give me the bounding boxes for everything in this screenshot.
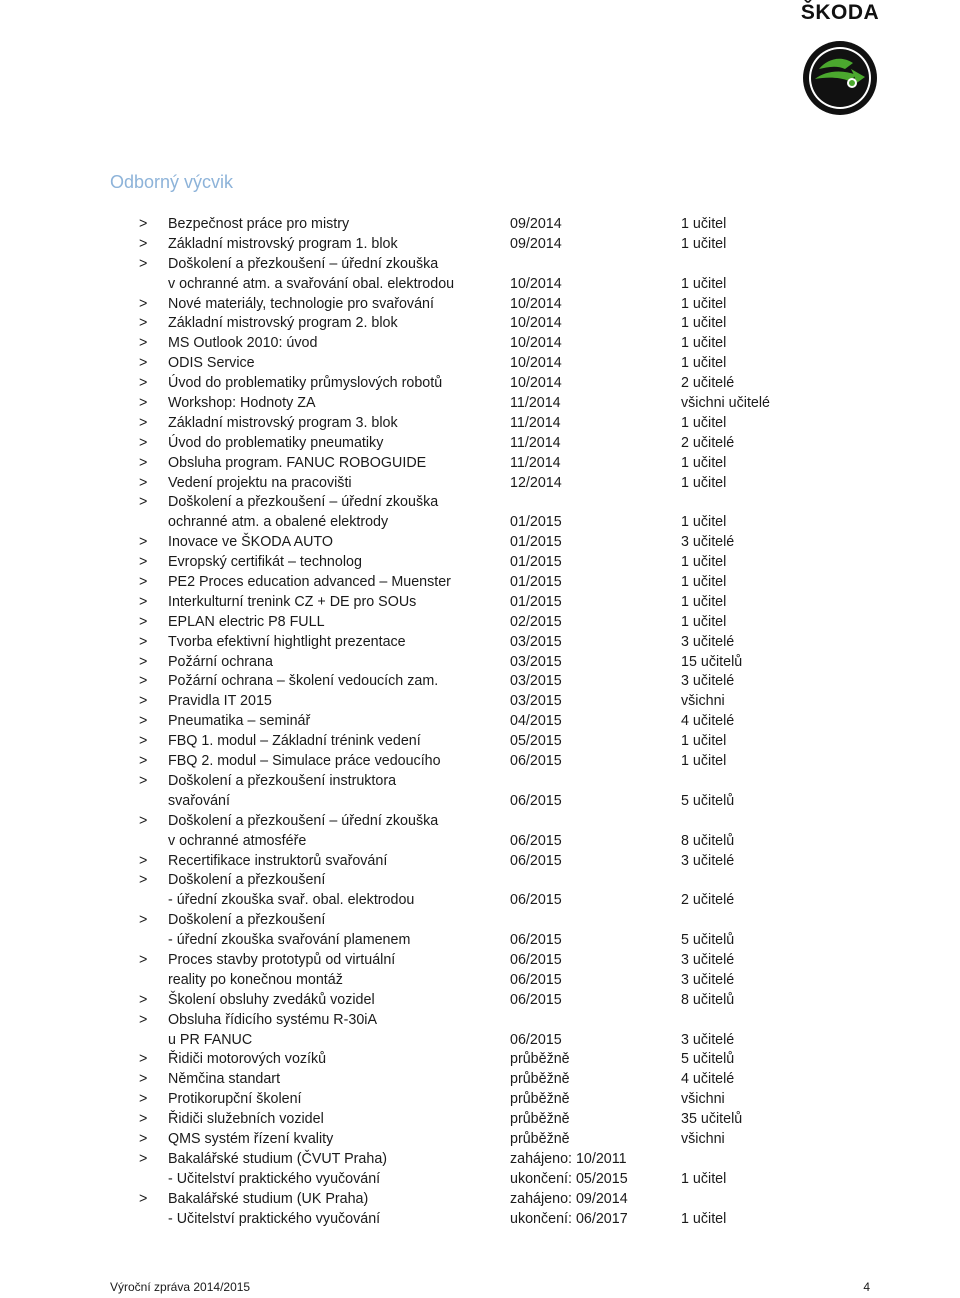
training-name: MS Outlook 2010: úvod <box>168 335 318 352</box>
footer-title: Výroční zpráva 2014/2015 <box>110 1280 251 1294</box>
training-date: 06/2015 <box>510 892 562 909</box>
training-row <box>139 1170 939 1190</box>
training-row <box>139 235 939 255</box>
training-name: Řidiči motorových vozíků <box>168 1051 327 1068</box>
training-row <box>139 374 939 394</box>
row-bullet: > <box>139 653 148 670</box>
training-row <box>139 454 939 474</box>
row-bullet: > <box>139 295 148 312</box>
training-participants: 1 učitel <box>681 1210 727 1227</box>
training-date: zahájeno: 09/2014 <box>510 1190 628 1207</box>
training-row <box>139 911 939 931</box>
training-name: u PR FANUC <box>168 1031 253 1048</box>
training-row <box>139 712 939 732</box>
training-name: Nové materiály, technologie pro svařování <box>168 295 434 312</box>
training-date: 06/2015 <box>510 971 562 988</box>
training-name: Doškolení a přezkoušení – úřední zkouška <box>168 494 439 511</box>
training-name: Tvorba efektivní hightlight prezentace <box>168 633 406 650</box>
training-date: 11/2014 <box>510 414 561 431</box>
training-name: - úřední zkouška svař. obal. elektrodou <box>168 892 415 909</box>
training-row <box>139 832 939 852</box>
training-name: Doškolení a přezkoušení <box>168 872 326 889</box>
training-row <box>139 474 939 494</box>
training-name: Bakalářské studium (UK Praha) <box>168 1190 369 1207</box>
training-date: průběžně <box>510 1130 570 1147</box>
training-row <box>139 971 939 991</box>
training-name: Základní mistrovský program 3. blok <box>168 414 398 431</box>
training-row <box>139 1031 939 1051</box>
training-name: Požární ochrana – školení vedoucích zam. <box>168 673 439 690</box>
training-name: svařování <box>168 792 230 809</box>
training-name: FBQ 2. modul – Simulace práce vedoucího <box>168 753 441 770</box>
training-date: 04/2015 <box>510 713 562 730</box>
training-row <box>139 633 939 653</box>
training-participants: všichni <box>681 693 725 710</box>
training-date: průběžně <box>510 1111 570 1128</box>
training-row <box>139 1190 939 1210</box>
training-row <box>139 573 939 593</box>
training-participants: 2 učitelé <box>681 375 735 392</box>
training-participants: 4 učitelé <box>681 1071 735 1088</box>
row-bullet: > <box>139 633 148 650</box>
row-bullet: > <box>139 1150 148 1167</box>
training-date: 10/2014 <box>510 295 562 312</box>
training-row <box>139 1011 939 1031</box>
training-participants: 1 učitel <box>681 593 727 610</box>
training-row <box>139 931 939 951</box>
training-participants: 3 učitelé <box>681 971 735 988</box>
training-participants: 3 učitelé <box>681 951 735 968</box>
row-bullet: > <box>139 574 148 591</box>
training-participants: 1 učitel <box>681 235 727 252</box>
training-date: 11/2014 <box>510 434 561 451</box>
row-bullet: > <box>139 414 148 431</box>
row-bullet: > <box>139 534 148 551</box>
training-name: Požární ochrana <box>168 653 273 670</box>
training-row <box>139 295 939 315</box>
training-date: 01/2015 <box>510 593 562 610</box>
training-date: 01/2015 <box>510 574 562 591</box>
training-row <box>139 951 939 971</box>
section-title: Odborný výcvik <box>110 172 234 192</box>
training-name: Evropský certifikát – technolog <box>168 554 362 571</box>
row-bullet: > <box>139 733 148 750</box>
training-participants: všichni <box>681 1130 725 1147</box>
training-date: 06/2015 <box>510 1031 562 1048</box>
training-date: 06/2015 <box>510 753 562 770</box>
row-bullet: > <box>139 494 148 511</box>
training-name: - Učitelství praktického vyučování <box>168 1210 381 1227</box>
training-participants: 1 učitel <box>681 753 727 770</box>
training-participants: 1 učitel <box>681 454 727 471</box>
row-bullet: > <box>139 375 148 392</box>
training-row <box>139 334 939 354</box>
row-bullet: > <box>139 872 148 889</box>
row-bullet: > <box>139 613 148 630</box>
training-name: Základní mistrovský program 2. blok <box>168 315 398 332</box>
row-bullet: > <box>139 951 148 968</box>
training-date: 03/2015 <box>510 673 562 690</box>
training-name: EPLAN electric P8 FULL <box>168 613 325 630</box>
training-list <box>139 215 939 1229</box>
row-bullet: > <box>139 593 148 610</box>
training-date: 01/2015 <box>510 514 562 531</box>
row-bullet: > <box>139 216 148 232</box>
training-row <box>139 653 939 673</box>
training-row <box>139 1130 939 1150</box>
training-name: FBQ 1. modul – Základní trénink vedení <box>168 733 421 750</box>
row-bullet: > <box>139 753 148 770</box>
training-date: ukončení: 05/2015 <box>510 1170 628 1187</box>
row-bullet: > <box>139 1190 148 1207</box>
training-row <box>139 275 939 295</box>
training-participants: 8 učitelů <box>681 832 735 849</box>
training-row <box>139 354 939 374</box>
training-row <box>139 812 939 832</box>
training-name: Úvod do problematiky průmyslových robotů <box>168 375 443 392</box>
training-row <box>139 871 939 891</box>
training-name: Bezpečnost práce pro mistry <box>168 216 350 232</box>
skoda-winged-arrow-logo-icon <box>801 39 879 117</box>
training-date: 10/2014 <box>510 275 562 292</box>
training-date: 06/2015 <box>510 852 562 869</box>
training-name: Workshop: Hodnoty ZA <box>168 395 316 412</box>
training-date: 09/2014 <box>510 235 562 252</box>
training-participants: 5 učitelů <box>681 792 735 809</box>
training-participants: 35 učitelů <box>681 1111 743 1128</box>
training-name: QMS systém řízení kvality <box>168 1130 334 1147</box>
training-row <box>139 434 939 454</box>
training-row <box>139 891 939 911</box>
training-row <box>139 255 939 275</box>
row-bullet: > <box>139 991 148 1008</box>
row-bullet: > <box>139 1091 148 1108</box>
training-participants: 1 učitel <box>681 733 727 750</box>
training-row <box>139 692 939 712</box>
training-date: 10/2014 <box>510 315 562 332</box>
training-row <box>139 394 939 414</box>
training-name: Obsluha program. FANUC ROBOGUIDE <box>168 454 427 471</box>
training-name: ODIS Service <box>168 355 255 372</box>
page-footer <box>110 1280 870 1294</box>
training-participants: 1 učitel <box>681 295 727 312</box>
training-date: 11/2014 <box>510 454 561 471</box>
training-date: 11/2014 <box>510 395 561 412</box>
row-bullet: > <box>139 474 148 491</box>
training-name: Doškolení a přezkoušení instruktora <box>168 772 397 789</box>
row-bullet: > <box>139 1071 148 1088</box>
training-participants: 1 učitel <box>681 414 727 431</box>
training-name: - úřední zkouška svařování plamenem <box>168 932 411 949</box>
row-bullet: > <box>139 1011 148 1028</box>
training-participants: 1 učitel <box>681 335 727 352</box>
training-name: Němčina standart <box>168 1071 281 1088</box>
training-name: Vedení projektu na pracovišti <box>168 474 352 491</box>
training-date: průběžně <box>510 1051 570 1068</box>
training-participants: 3 učitelé <box>681 673 735 690</box>
training-row <box>139 1050 939 1070</box>
training-name: Pneumatika – seminář <box>168 713 311 730</box>
training-row <box>139 1090 939 1110</box>
training-name: Úvod do problematiky pneumatiky <box>168 434 384 451</box>
training-date: 06/2015 <box>510 792 562 809</box>
brand-wordmark: ŠKODA <box>800 1 880 24</box>
training-participants: 8 učitelů <box>681 991 735 1008</box>
row-bullet: > <box>139 772 148 789</box>
training-date: průběžně <box>510 1091 570 1108</box>
training-participants: 3 učitelé <box>681 852 735 869</box>
training-participants: 1 učitel <box>681 315 727 332</box>
training-row <box>139 672 939 692</box>
training-row <box>139 991 939 1011</box>
training-date: 12/2014 <box>510 474 562 491</box>
training-row <box>139 792 939 812</box>
training-date: 01/2015 <box>510 534 562 551</box>
training-date: ukončení: 06/2017 <box>510 1210 628 1227</box>
training-participants: 5 učitelů <box>681 932 735 949</box>
training-row <box>139 752 939 772</box>
row-bullet: > <box>139 315 148 332</box>
row-bullet: > <box>139 912 148 929</box>
training-name: - Učitelství praktického vyučování <box>168 1170 381 1187</box>
training-name: v ochranné atmosféře <box>168 832 307 849</box>
training-date: 01/2015 <box>510 554 562 571</box>
training-participants: 1 učitel <box>681 514 727 531</box>
row-bullet: > <box>139 812 148 829</box>
training-row <box>139 613 939 633</box>
row-bullet: > <box>139 1051 148 1068</box>
row-bullet: > <box>139 335 148 352</box>
row-bullet: > <box>139 713 148 730</box>
training-row <box>139 553 939 573</box>
training-participants: 4 učitelé <box>681 713 735 730</box>
row-bullet: > <box>139 355 148 372</box>
page-number: 4 <box>863 1280 870 1294</box>
training-row <box>139 852 939 872</box>
training-participants: 2 učitelé <box>681 892 735 909</box>
training-date: 06/2015 <box>510 832 562 849</box>
training-participants: 1 učitel <box>681 474 727 491</box>
training-date: průběžně <box>510 1071 570 1088</box>
training-date: 03/2015 <box>510 653 562 670</box>
training-date: 03/2015 <box>510 633 562 650</box>
training-row <box>139 513 939 533</box>
training-name: Pravidla IT 2015 <box>168 693 272 710</box>
training-participants: 3 učitelé <box>681 1031 735 1048</box>
training-date: 10/2014 <box>510 355 562 372</box>
training-row <box>139 314 939 334</box>
training-date: zahájeno: 10/2011 <box>510 1150 627 1167</box>
training-name: Proces stavby prototypů od virtuální <box>168 951 396 968</box>
training-name: Obsluha řídicího systému R-30iA <box>168 1011 377 1028</box>
training-participants: 1 učitel <box>681 216 727 232</box>
row-bullet: > <box>139 673 148 690</box>
training-participants: 3 učitelé <box>681 534 735 551</box>
training-row <box>139 1150 939 1170</box>
training-participants: 5 učitelů <box>681 1051 735 1068</box>
training-date: 03/2015 <box>510 693 562 710</box>
row-bullet: > <box>139 554 148 571</box>
training-date: 06/2015 <box>510 932 562 949</box>
skoda-brand <box>790 0 890 117</box>
row-bullet: > <box>139 454 148 471</box>
training-name: Protikorupční školení <box>168 1091 302 1108</box>
training-row <box>139 414 939 434</box>
training-participants: 1 učitel <box>681 613 727 630</box>
training-name: Inovace ve ŠKODA AUTO <box>168 534 334 551</box>
row-bullet: > <box>139 395 148 412</box>
training-name: ochranné atm. a obalené elektrody <box>168 514 389 531</box>
row-bullet: > <box>139 693 148 710</box>
training-participants: 1 učitel <box>681 1170 727 1187</box>
training-participants: 1 učitel <box>681 275 727 292</box>
training-name: Řidiči služebních vozidel <box>168 1111 324 1128</box>
training-participants: 3 učitelé <box>681 633 735 650</box>
training-row <box>139 772 939 792</box>
training-name: Doškolení a přezkoušení <box>168 912 326 929</box>
training-name: Základní mistrovský program 1. blok <box>168 235 398 252</box>
training-name: Školení obsluhy zvedáků vozidel <box>168 991 375 1008</box>
training-name: Bakalářské studium (ČVUT Praha) <box>168 1150 388 1167</box>
training-participants: 1 učitel <box>681 355 727 372</box>
training-date: 06/2015 <box>510 991 562 1008</box>
training-name: v ochranné atm. a svařování obal. elektrodou <box>168 275 455 292</box>
training-name: Doškolení a přezkoušení – úřední zkouška <box>168 812 439 829</box>
training-date: 10/2014 <box>510 375 562 392</box>
training-row <box>139 732 939 752</box>
training-row <box>139 533 939 553</box>
row-bullet: > <box>139 235 148 252</box>
training-date: 10/2014 <box>510 335 562 352</box>
training-row <box>139 1110 939 1130</box>
training-name: Interkulturní trenink CZ + DE pro SOUs <box>168 593 417 610</box>
row-bullet: > <box>139 852 148 869</box>
training-participants: 1 učitel <box>681 554 727 571</box>
training-row <box>139 493 939 513</box>
training-name: Recertifikace instruktorů svařování <box>168 852 388 869</box>
training-date: 06/2015 <box>510 951 562 968</box>
training-participants: všichni učitelé <box>681 395 770 412</box>
row-bullet: > <box>139 255 148 272</box>
training-row <box>139 1210 939 1230</box>
training-participants: všichni <box>681 1091 725 1108</box>
training-participants: 1 učitel <box>681 574 727 591</box>
training-name: reality po konečnou montáž <box>168 971 343 988</box>
row-bullet: > <box>139 1130 148 1147</box>
training-date: 02/2015 <box>510 613 562 630</box>
row-bullet: > <box>139 434 148 451</box>
training-name: PE2 Proces education advanced – Muenster <box>168 574 451 591</box>
training-row <box>139 1070 939 1090</box>
row-bullet: > <box>139 1111 148 1128</box>
training-name: Doškolení a přezkoušení – úřední zkouška <box>168 255 439 272</box>
training-date: 05/2015 <box>510 733 562 750</box>
training-participants: 2 učitelé <box>681 434 735 451</box>
training-participants: 15 učitelů <box>681 653 743 670</box>
training-date: 09/2014 <box>510 216 562 232</box>
training-row <box>139 593 939 613</box>
training-row <box>139 215 939 235</box>
